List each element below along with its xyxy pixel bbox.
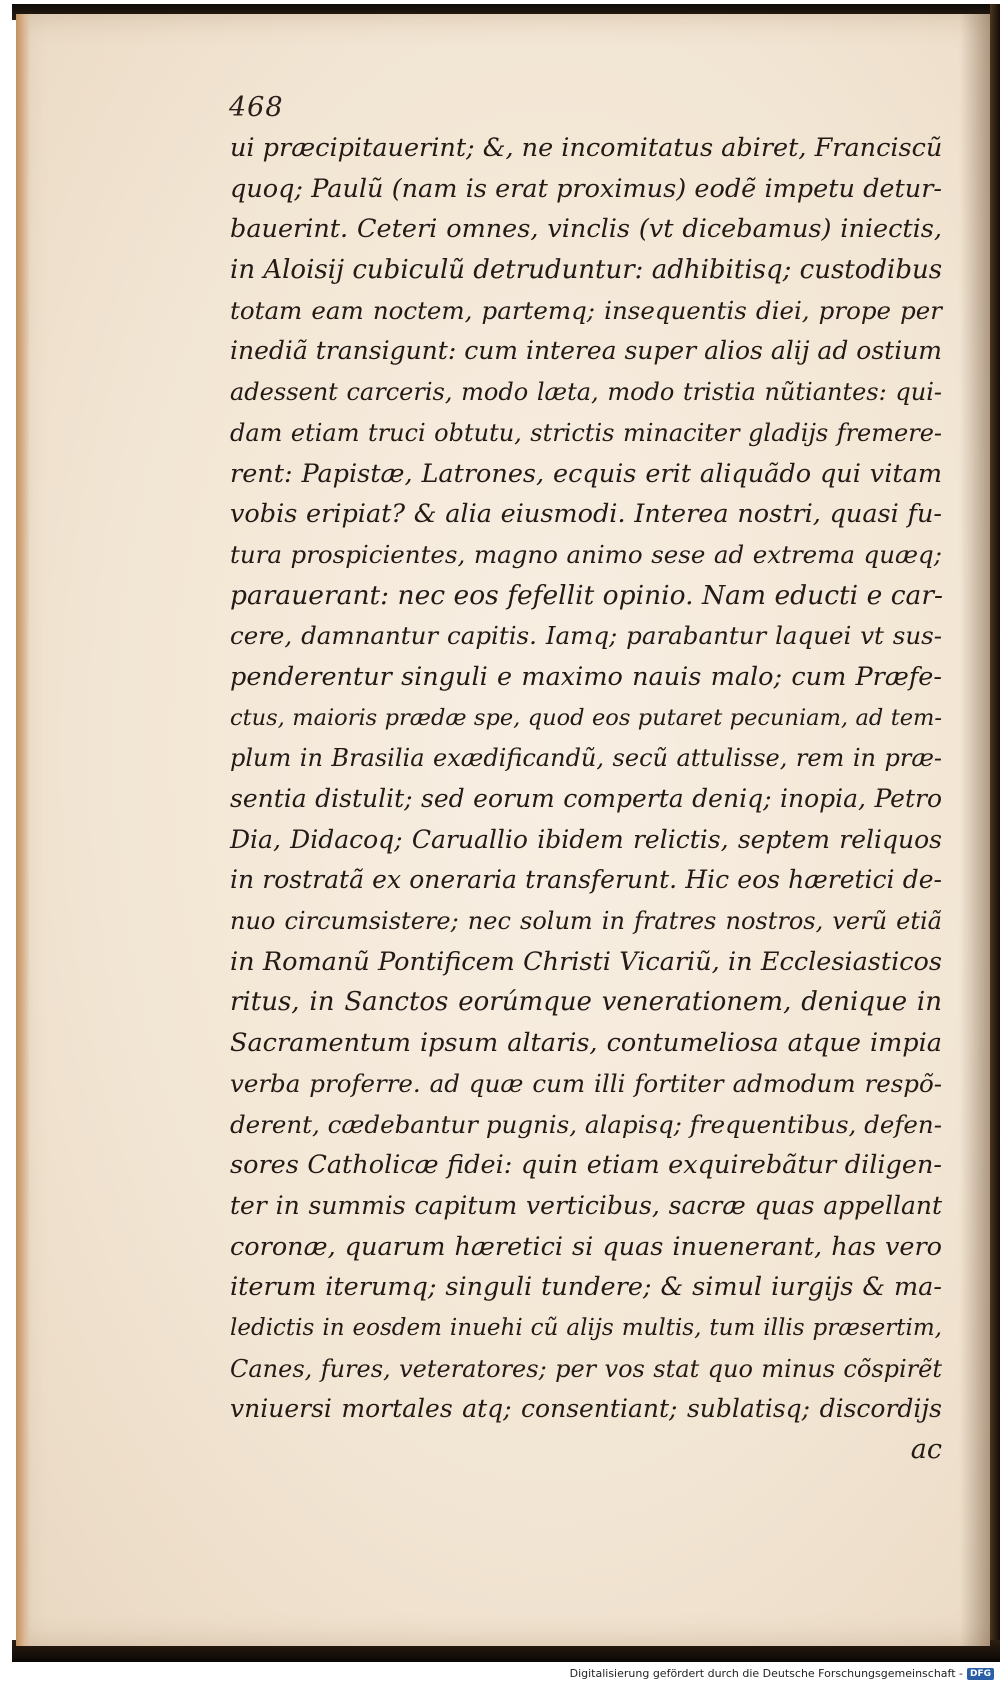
text-line: inediã transigunt: cum interea super alios alij ad ostium (230, 336, 943, 366)
text-line: ritus, in Sanctos eorúmque venerationem, denique in (230, 987, 942, 1018)
dfg-logo: DFG (967, 1668, 994, 1680)
text-line: ui præcipitauerint; &, ne incomitatus abiret, Franciscũ (230, 133, 943, 163)
text-line: tura prospicientes, magno animo sese ad extrema quæq; (230, 539, 942, 569)
page-left-edge (16, 14, 30, 1646)
text-line: totam eam noctem, partemq; insequentis diei, prope per (230, 295, 942, 325)
page-number: 468 (229, 92, 284, 123)
text-line: sentia distulit; sed eorum comperta deniq; inopia, Petro (230, 784, 942, 813)
text-line: quoq; Paulũ (nam is erat proximus) eodẽ impetu detur- (230, 173, 942, 204)
text-line: ctus, maioris prædæ spe, quod eos putaret pecuniam, ad tem- (230, 704, 942, 731)
text-line: coronæ, quarum hæretici si quas inuenerant, has vero (230, 1231, 942, 1262)
digitization-credit (570, 1667, 994, 1680)
text-line: derent, cædebantur pugnis, alapisq; frequentibus, defen- (230, 1109, 942, 1139)
book-board-right-edge (990, 4, 1000, 1654)
text-line: dam etiam truci obtutu, strictis minaciter gladijs fremere- (230, 418, 942, 447)
text-line: verba proferre. ad quæ cum illi fortiter admodum respõ- (230, 1068, 942, 1098)
text-line: iterum iterumq; singuli tundere; & simul iurgijs & ma- (230, 1272, 942, 1303)
text-line: vniuersi mortales atq; consentiant; sublatisq; discordijs (230, 1394, 942, 1424)
gutter-shadow (960, 14, 990, 1646)
body-text (230, 128, 942, 1471)
catchword: ac (910, 1434, 942, 1465)
text-line: ter in summis capitum verticibus, sacræ quas appellant (230, 1190, 942, 1220)
digitization-credit-text: Digitalisierung gefördert durch die Deutsche Forschungsgemeinschaft - (569, 1667, 963, 1680)
text-line: penderentur singuli e maximo nauis malo; cum Præfe- (230, 661, 942, 692)
text-line: plum in Brasilia exædificandũ, secũ attulisse, rem in præ- (230, 744, 942, 773)
text-line: Dia, Didacoq; Caruallio ibidem relictis, septem reliquos (230, 824, 942, 854)
text-line: nuo circumsistere; nec solum in fratres nostros, verũ etiã (230, 907, 942, 936)
text-line: in Aloisij cubiculũ detruduntur: adhibitisq; custodibus (230, 255, 943, 286)
text-line: Canes, fures, veteratores; per vos stat quo minus cõspirẽt (230, 1354, 942, 1383)
text-line: parauerant: nec eos fefellit opinio. Nam educti e car- (230, 579, 943, 611)
text-line: in Romanũ Pontificem Christi Vicariũ, in Ecclesiasticos (230, 946, 942, 977)
text-line: cere, damnantur capitis. Iamq; parabantur laquei vt sus- (230, 621, 942, 651)
text-line: sores Catholicæ fidei: quin etiam exquirebãtur diligen- (230, 1150, 942, 1181)
text-line: ledictis in eosdem inuehi cũ alijs multis, tum illis præsertim, (230, 1314, 942, 1341)
text-line: adessent carceris, modo læta, modo tristia nũtiantes: qui- (230, 378, 942, 407)
text-line: bauerint. Ceteri omnes, vinclis (vt dicebamus) iniectis, (230, 214, 942, 245)
text-line: Sacramentum ipsum altaris, contumeliosa atque impia (230, 1028, 942, 1059)
text-line: vobis eripiat? & alia eiusmodi. Interea nostri, quasi fu- (230, 499, 942, 530)
text-line: rent: Papistæ, Latrones, ecquis erit aliquãdo qui vitam (230, 458, 942, 489)
text-line: in rostratã ex oneraria transferunt. Hic eos hæretici de- (230, 865, 942, 895)
